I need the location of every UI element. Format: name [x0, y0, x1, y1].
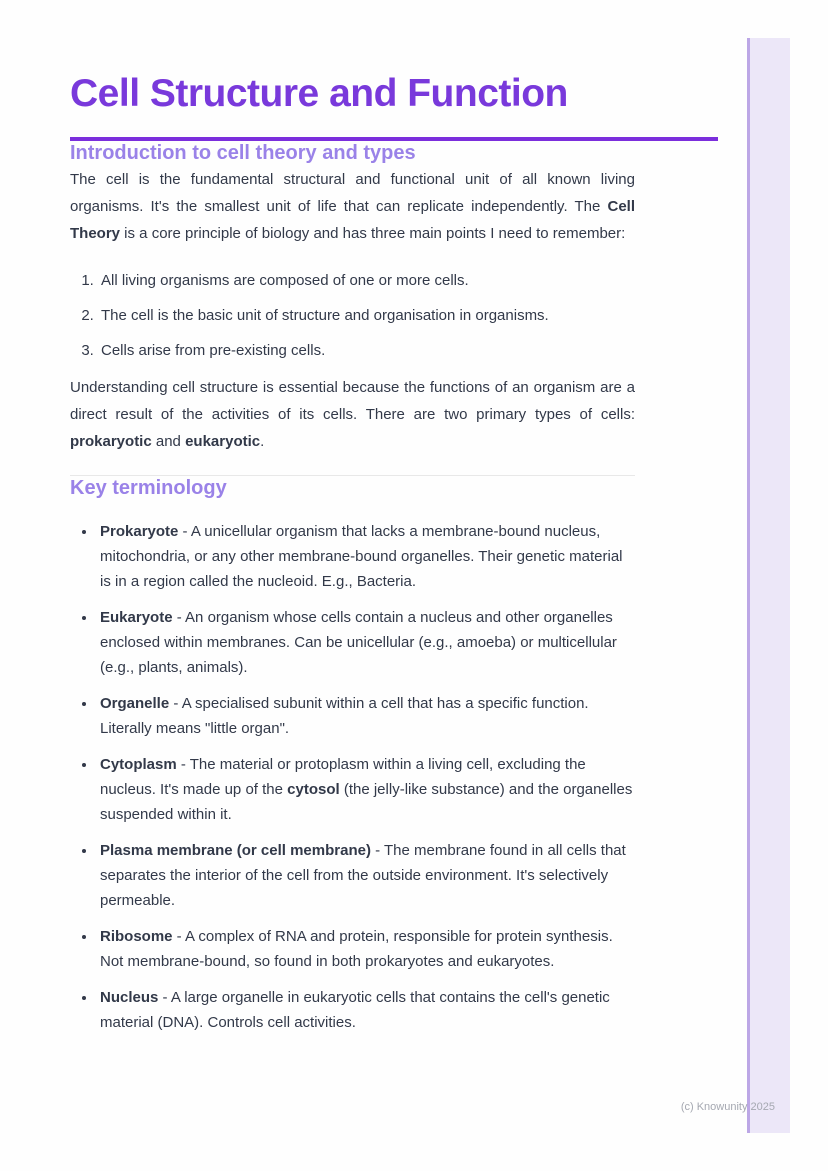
- document-content: [70, 0, 635, 1046]
- terminology-list-item: • Nucleus - A large organelle in eukaryotic cells that contains the cell's genetic material (DNA). Controls cell activities.: [97, 985, 635, 1035]
- intro-paragraph-2: Understanding cell structure is essential because the functions of an organism are a direct result of the activities of its cells. There are two primary types of cells: prokaryotic and eukaryotic.: [70, 379, 635, 450]
- page-title: Cell Structure and Function: [70, 72, 568, 115]
- intro-paragraph-1: The cell is the fundamental structural and functional unit of all known living organisms. It's the smallest unit of life that can replicate independently. The Cell Theory is a core principle of biology and has three main points I need to remember:: [70, 171, 635, 242]
- section-heading-key-terminology: Key terminology: [70, 477, 227, 499]
- terminology-list-item: • Cytoplasm - The material or protoplasm within a living cell, excluding the nucleus. It's made up of the cytosol (the jelly-like substance) and the organelles suspended within it.: [97, 752, 635, 827]
- numbered-list-item: 3. Cells arise from pre-existing cells.: [98, 339, 635, 363]
- section-heading-introduction: Introduction to cell theory and types: [70, 142, 416, 164]
- terminology-bullet-list: [70, 519, 635, 1035]
- terminology-list-item: • Plasma membrane (or cell membrane) - The membrane found in all cells that separates the interior of the cell from the outside environment. It's selectively permeable.: [97, 838, 635, 913]
- terminology-list-item: • Ribosome - A complex of RNA and protein, responsible for protein synthesis. Not membrane-bound, so found in both prokaryotes and eukaryotes.: [97, 924, 635, 974]
- cell-theory-numbered-list: [70, 269, 635, 363]
- terminology-list-item: • Organelle - A specialised subunit within a cell that has a specific function. Literally means "little organ".: [97, 691, 635, 741]
- copyright-watermark: (c) Knowunity 2025: [680, 1101, 775, 1113]
- numbered-list-item: 2. The cell is the basic unit of structure and organisation in organisms.: [98, 304, 635, 328]
- numbered-list-item: 1. All living organisms are composed of one or more cells.: [98, 269, 635, 293]
- page-margin-strip: [747, 38, 790, 1133]
- terminology-list-item: • Eukaryote - An organism whose cells contain a nucleus and other organelles enclosed within membranes. Can be unicellular (e.g., amoeba) or multicellular (e.g., plants, animals).: [97, 605, 635, 680]
- terminology-list-item: • Prokaryote - A unicellular organism that lacks a membrane-bound nucleus, mitochondria, or any other membrane-bound organelles. Their genetic material is in a region called the nucleoid. E.g., Bacteria.: [97, 519, 635, 594]
